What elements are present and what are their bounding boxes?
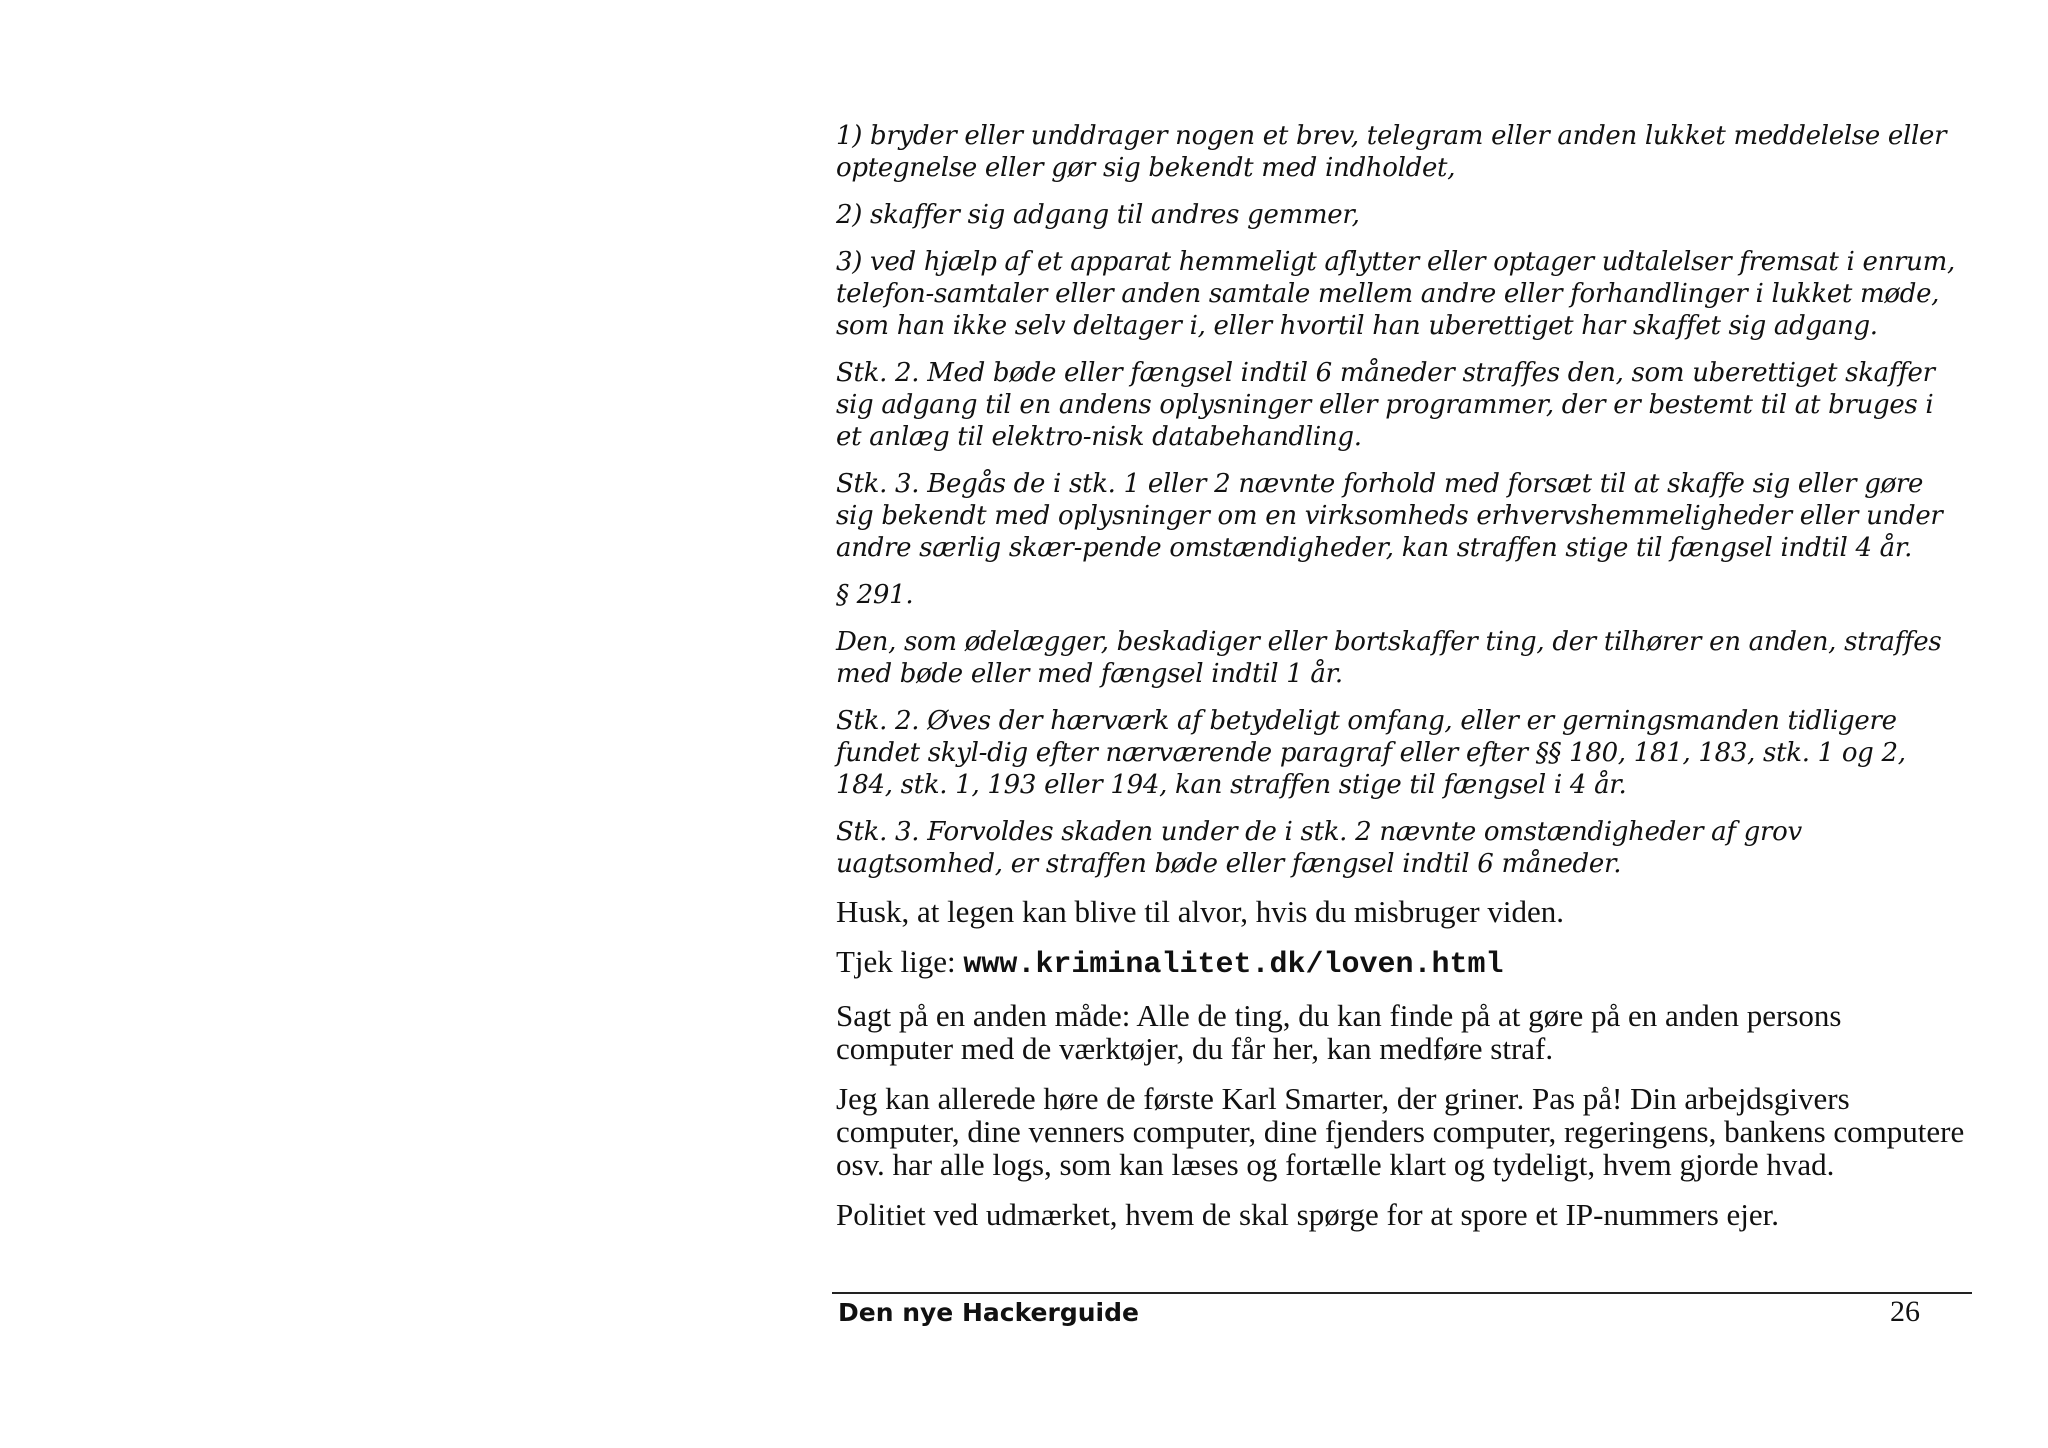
law-stk-2: Stk. 2. Med bøde eller fængsel indtil 6 måneder straffes den, som uberettiget skaffer sig adgang til en andens oplysninger eller programmer, der er bestemt til at bruges i et anlæg til elektro-nisk databehandling.: [836, 358, 1935, 452]
logs-paragraph: Jeg kan allerede høre de første Karl Smarter, der griner. Pas på! Din arbejdsgivers computer, dine venners computer, dine fjenders computer, regeringens, bankens computere osv. har alle logs, som kan læses og fortælle klart og tydeligt, hvem gjorde hvad.: [836, 1081, 1965, 1182]
footer-book-title: Den nye Hackerguide: [838, 1298, 1139, 1327]
law-url: www.kriminalitet.dk/loven.html: [963, 948, 1504, 982]
section-291-stk-2: Stk. 2. Øves der hærværk af betydeligt omfang, eller er gerningsmanden tidligere fundet skyl-dig efter nærværende paragraf eller efter §§ 180, 181, 183, stk. 1 og 2, 184, stk. 1, 193 eller 194, kan straffen stige til fængsel i 4 år.: [836, 706, 1906, 800]
law-item-1: 1) bryder eller unddrager nogen et brev, telegram eller anden lukket meddelelse eller optegnelse eller gør sig bekendt med indholdet,: [836, 121, 1947, 183]
summary-paragraph: Sagt på en anden måde: Alle de ting, du kan finde på at gøre på en anden persons computer med de værktøjer, du får her, kan medføre straf.: [836, 998, 1842, 1066]
warning-paragraph: Husk, at legen kan blive til alvor, hvis du misbruger viden.: [836, 894, 1564, 929]
section-291-text: Den, som ødelægger, beskadiger eller bortskaffer ting, der tilhører en anden, straffes med bøde eller med fængsel indtil 1 år.: [836, 627, 1942, 689]
footer-page-number: 26: [1890, 1295, 1920, 1328]
law-stk-3: Stk. 3. Begås de i stk. 1 eller 2 nævnte forhold med forsæt til at skaffe sig eller gøre sig bekendt med oplysninger om en virksomheds erhvervshemmeligheder eller under andre særlig skær-pende omstændigheder, kan straffen stige til fængsel indtil 4 år.: [836, 469, 1943, 563]
footer-divider: [832, 1292, 1972, 1294]
link-paragraph: [836, 945, 1966, 982]
page-content: [836, 120, 1966, 1248]
link-prefix: Tjek lige:: [836, 944, 964, 979]
law-item-3: 3) ved hjælp af et apparat hemmeligt aflytter eller optager udtalelser fremsat i enrum, telefon-samtaler eller anden samtale mellem andre eller forhandlinger i lukket møde, som han ikke selv deltager i, eller hvortil han uberettiget har skaffet sig adgang.: [836, 247, 1955, 341]
police-paragraph: Politiet ved udmærket, hvem de skal spørge for at spore et IP-nummers ejer.: [836, 1197, 1780, 1232]
section-291-heading: § 291.: [836, 580, 914, 610]
law-item-2: 2) skaffer sig adgang til andres gemmer,: [836, 200, 1360, 230]
section-291-stk-3: Stk. 3. Forvoldes skaden under de i stk. 2 nævnte omstændigheder af grov uagtsomhed, er straffen bøde eller fængsel indtil 6 måneder.: [836, 817, 1802, 879]
